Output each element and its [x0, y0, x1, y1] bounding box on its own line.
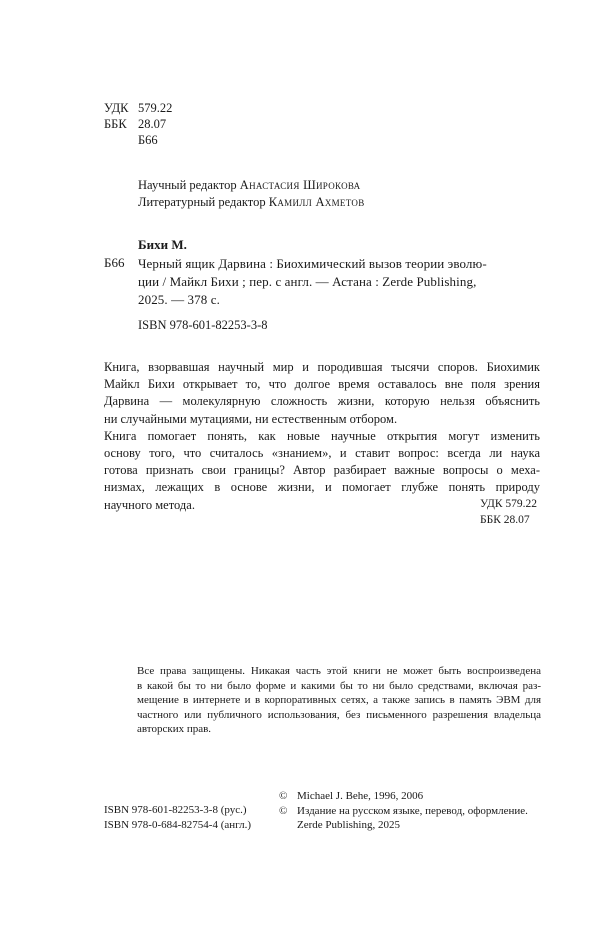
isbn-eng: ISBN 978-0-684-82754-4 (англ.)	[104, 818, 252, 831]
rights-line: авторских прав.	[137, 723, 212, 736]
annotation-line: Книга, взорвавшая научный мир и породившая тысячи споров. Биохимик	[104, 360, 540, 374]
bib-line: ции / Майкл Бихи ; пер. с англ. — Астана : Zerde Publishing,	[138, 274, 477, 289]
bib-line: 2025. — 378 с.	[138, 292, 220, 307]
annotation-line: Дарвина — молекулярную сложность жизни, которую нельзя объяснить	[104, 394, 540, 409]
scientific-editor-name: Анастасия Широкова	[239, 178, 361, 192]
copyright-row	[279, 789, 528, 804]
udk-row	[104, 100, 172, 116]
annotation-line: низмах, лежащих в основе жизни, и помогает глубже понять природу	[104, 480, 540, 495]
bibliographic-description	[138, 255, 538, 309]
udk-label: УДК	[104, 101, 129, 115]
literary-editor-prefix: Литературный редактор	[138, 195, 266, 209]
cutter-code: Б66	[138, 133, 158, 147]
editors-block	[138, 177, 365, 211]
annotation-line: ни случайными мутациями, ни естественным отбором.	[104, 411, 398, 426]
annotation-codes	[480, 496, 537, 528]
copyright-symbol: ©	[279, 790, 288, 802]
annotation-line: основу того, что считалось «знанием», и ставит вопрос: всегда ли наука	[104, 445, 540, 460]
bib-line: Черный ящик Дарвина : Биохимический вызов теории эволю-	[138, 256, 487, 271]
copyright-symbol: ©	[279, 804, 288, 817]
isbn-rus: ISBN 978-601-82253-3-8 (рус.)	[104, 804, 247, 816]
copyright-row	[279, 804, 528, 819]
bbk-value: 28.07	[138, 117, 167, 131]
copyright-block	[279, 789, 528, 833]
rights-line: в какой бы то ни было форме и какими бы то ни было средствами, включая раз-	[137, 679, 541, 692]
bbk-row	[104, 116, 172, 132]
udk-value: 579.22	[138, 101, 173, 115]
scientific-editor	[138, 177, 365, 194]
bbk-label: ББК	[104, 117, 127, 131]
scientific-editor-prefix: Научный редактор	[138, 178, 237, 192]
annotation-bbk: ББК 28.07	[480, 514, 530, 526]
cutter-row	[104, 132, 172, 148]
literary-editor-name: Камилл Ахметов	[268, 195, 365, 209]
rights-line: мещение в интернете и в корпоративных сетях, а также запись в память ЭВМ для	[137, 694, 541, 707]
copyright-original: Michael J. Behe, 1996, 2006	[297, 790, 424, 802]
annotation-line: Майкл Бихи открывает то, что долгое время оставалось вне поля зрения	[104, 377, 540, 392]
classification-codes	[104, 100, 172, 148]
annotation-text	[104, 359, 540, 514]
copyright-publisher: Zerde Publishing, 2025	[297, 819, 400, 832]
isbn-list	[104, 803, 251, 832]
record-author: Бихи М.	[138, 237, 187, 252]
copyright-row	[279, 818, 528, 833]
literary-editor	[138, 194, 365, 211]
rights-notice	[137, 664, 541, 737]
annotation-line: Книга помогает понять, как новые научные открытия могут изменить	[104, 428, 540, 443]
record-isbn: ISBN 978-601-82253-3-8	[138, 318, 268, 332]
record-cutter: Б66	[104, 255, 125, 270]
rights-line: частного или публичного использования, без письменного разрешения владельца	[137, 708, 541, 721]
rights-line: Все права защищены. Никакая часть этой книги не может быть воспроизведена	[137, 665, 541, 677]
copyright-edition: Издание на русском языке, перевод, оформление.	[297, 804, 528, 817]
annotation-line: научного метода.	[104, 497, 195, 512]
annotation-line: готова признать свои границы? Автор разбирает важные вопросы о меха-	[104, 463, 540, 478]
annotation-udk: УДК 579.22	[480, 498, 537, 510]
